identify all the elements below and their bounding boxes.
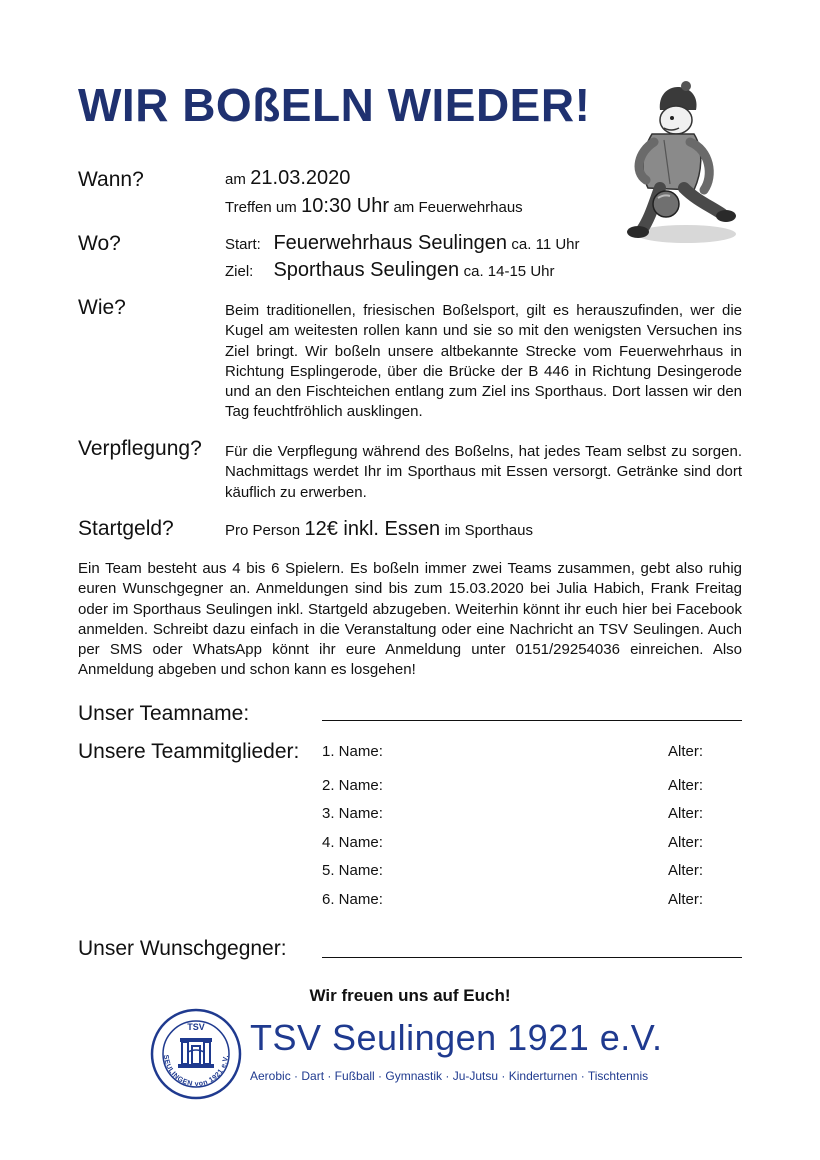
member-age-label: Alter: — [668, 805, 704, 822]
member-name-label: 1. Name: — [322, 743, 383, 760]
wo-ziel-time: ca. 14-15 Uhr — [463, 263, 555, 280]
info-text: Ein Team besteht aus 4 bis 6 Spielern. Es boßeln immer zwei Teams zusammen, gebt also ruhig euren Wunschgegner an. Anmeldungen sind bis zum 15.03.2020 bei Julia Habich, Frank Freitag oder im Sporthaus Seulingen inkl. Startgeld abzugeben. Weiterhin könnt ihr euch hier bei Facebook anmelden. Schreibt dazu einfach in die Veranstaltung oder eine Nachricht an TSV Seulingen. Auch per SMS oder WhatsApp könnt ihr eure Anmeldung unter 0151/29254036 einreichen. Also Anmeldung abgeben und schon kann es losgehen! — [78, 560, 742, 679]
startgeld-label: Startgeld? — [78, 517, 174, 540]
member-name-label: 3. Name: — [322, 805, 383, 822]
wann-label: Wann? — [78, 168, 144, 191]
page-title: WIR BOßELN WIEDER! — [78, 79, 591, 131]
club-name: TSV Seulingen 1921 e.V. — [250, 1017, 663, 1058]
closing-text: Wir freuen uns auf Euch! — [309, 986, 511, 1005]
wo-start-prefix: Start: — [225, 236, 261, 253]
wo-ziel-place: Sporthaus Seulingen — [273, 259, 460, 281]
wo-label: Wo? — [78, 232, 121, 255]
wann-time: 10:30 Uhr — [301, 195, 389, 217]
startgeld-prefix: Pro Person — [225, 522, 301, 539]
members-label: Unsere Teammitglieder: — [78, 740, 300, 763]
wie-text: Beim traditionellen, friesischen Boßelsport, gilt es herauszufinden, wer die Kugel am weitesten rollen kann und sie so mit den wenigsten Versuchen ins Ziel bringt. Wir boßeln unsere altbekannte Strecke vom Feuerwehrhaus in Richtung Esplingerode, über die Brücke der B 446 in Richtung Desingerode und an den Fischteichen entlang zum Ziel ins Sporthaus. Dort lassen wir den Tag feuchtfröhlich ausklingen. — [225, 302, 742, 421]
verpflegung-text: Für die Verpflegung während des Boßelns, hat jedes Team selbst zu sorgen. Nachmittags werdet Ihr im Sporthaus mit Essen versorgt. Getränke sind dort käuflich zu erwerben. — [225, 443, 742, 501]
wann-time-line — [225, 195, 523, 218]
opponent-line[interactable] — [322, 957, 742, 958]
member-age-label: Alter: — [668, 777, 704, 794]
member-age-label: Alter: — [668, 891, 704, 908]
club-sports: Aerobic · Dart · Fußball · Gymnastik · Ju-Jutsu · Kinderturnen · Tischtennis — [250, 1069, 649, 1083]
startgeld-line — [225, 518, 533, 541]
member-age-label: Alter: — [668, 834, 704, 851]
member-name-label: 4. Name: — [322, 834, 383, 851]
wo-start-line — [225, 232, 580, 255]
wann-date: 21.03.2020 — [250, 167, 351, 189]
member-name-label: 2. Name: — [322, 777, 383, 794]
wann-time-suffix: am Feuerwehrhaus — [393, 199, 523, 216]
seal-top-text: TSV — [187, 1022, 205, 1032]
startgeld-amount: 12€ inkl. Essen — [304, 518, 441, 540]
seal-ring-text: SEULINGEN von 1921 e.V. — [161, 1054, 231, 1089]
startgeld-suffix: im Sporthaus — [444, 522, 533, 539]
teamname-line[interactable] — [322, 720, 742, 721]
wann-date-line — [225, 167, 350, 190]
wann-date-prefix: am — [225, 171, 246, 188]
wo-ziel-prefix: Ziel: — [225, 263, 254, 280]
wann-time-prefix: Treffen um — [225, 199, 297, 216]
verpflegung-label: Verpflegung? — [78, 437, 202, 460]
member-name-label: 5. Name: — [322, 862, 383, 879]
opponent-label: Unser Wunschgegner: — [78, 937, 287, 960]
wo-start-time: ca. 11 Uhr — [511, 236, 580, 253]
wo-start-place: Feuerwehrhaus Seulingen — [273, 232, 507, 254]
wo-ziel-line — [225, 259, 555, 282]
bosseler-illustration — [624, 80, 742, 250]
wie-label: Wie? — [78, 296, 126, 319]
member-age-label: Alter: — [668, 743, 704, 760]
member-age-label: Alter: — [668, 862, 704, 879]
teamname-label: Unser Teamname: — [78, 702, 250, 725]
member-name-label: 6. Name: — [322, 891, 383, 908]
tsv-seal-logo — [150, 1008, 242, 1100]
